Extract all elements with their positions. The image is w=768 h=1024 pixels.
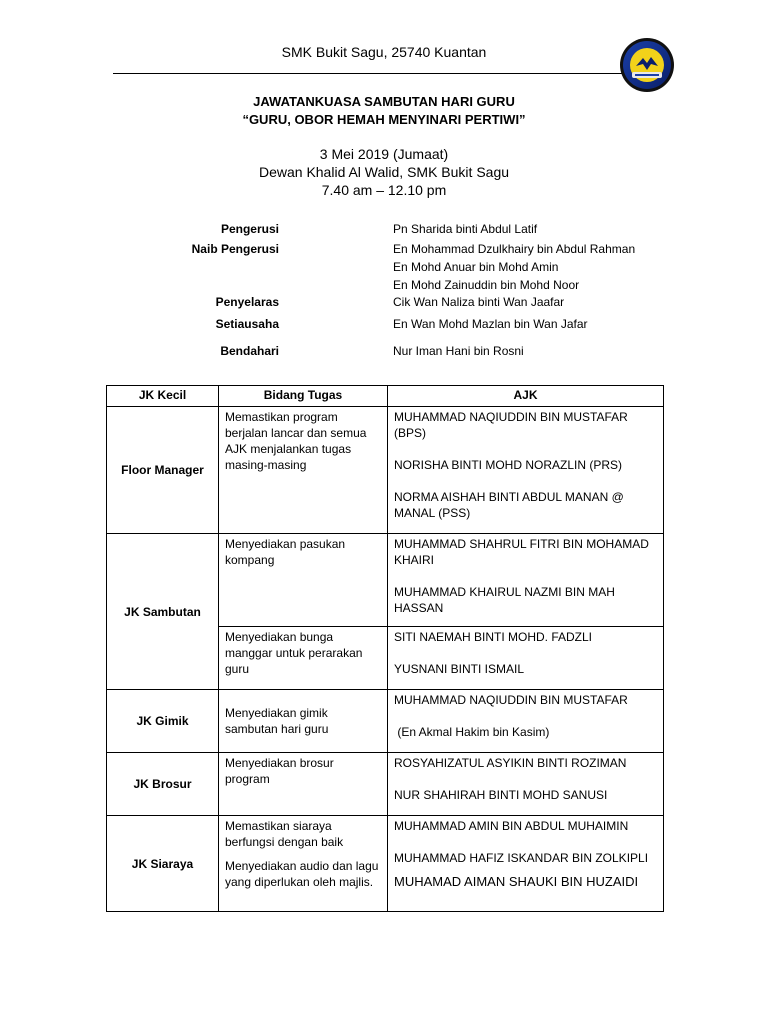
bendahari-label: Bendahari	[220, 344, 279, 358]
ajk-cell	[388, 534, 664, 627]
ajk-name: MUHAMMAD AMIN BIN ABDUL MUHAIMIN	[394, 819, 629, 833]
tugas-cell: Menyediakan bunga manggar untuk perarakan guru	[219, 627, 388, 690]
naib-pengerusi-label: Naib Pengerusi	[191, 242, 279, 256]
penyelaras-name: Cik Wan Naliza binti Wan Jaafar	[393, 295, 565, 309]
ajk-name: MUHAMAD AIMAN SHAUKI BIN HUZAIDI	[394, 874, 639, 889]
pengerusi-name: Pn Sharida binti Abdul Latif	[393, 222, 538, 236]
ajk-name: SITI NAEMAH BINTI MOHD. FADZLI	[394, 630, 593, 644]
ajk-name: MUHAMMAD KHAIRUL NAZMI BIN MAH HASSAN	[394, 585, 615, 615]
ajk-name: MUHAMMAD HAFIZ ISKANDAR BIN ZOLKIPLI	[394, 851, 649, 865]
column-header: JK Kecil	[107, 386, 219, 407]
tugas-text: Menyediakan gimik sambutan hari guru	[225, 706, 329, 736]
naib-pengerusi-name: En Mohammad Dzulkhairy bin Abdul Rahman	[393, 242, 636, 256]
jk-brosur: JK Brosur	[107, 753, 219, 816]
tugas-text: Menyediakan audio dan lagu yang diperlukan oleh majlis.	[225, 859, 379, 889]
naib-pengerusi-name: En Mohd Anuar bin Mohd Amin	[393, 260, 559, 274]
ajk-cell	[388, 690, 664, 753]
table-row	[107, 816, 664, 912]
table-row	[107, 534, 664, 627]
tugas-cell	[219, 816, 388, 912]
event-venue: Dewan Khalid Al Walid, SMK Bukit Sagu	[258, 164, 510, 180]
ajk-name: NORISHA BINTI MOHD NORAZLIN (PRS)	[394, 458, 623, 472]
committee-table	[106, 385, 664, 912]
column-header: AJK	[388, 386, 664, 407]
ajk-cell	[388, 627, 664, 690]
setiausaha-label: Setiausaha	[215, 317, 279, 331]
ajk-name: ROSYAHIZATUL ASYIKIN BINTI ROZIMAN	[394, 756, 627, 770]
tugas-cell: Menyediakan pasukan kompang	[219, 534, 388, 627]
jk-gimik: JK Gimik	[107, 690, 219, 753]
table-row	[107, 407, 664, 534]
theme-title: “GURU, OBOR HEMAH MENYINARI PERTIWI”	[242, 112, 526, 127]
tugas-cell	[219, 690, 388, 753]
ajk-name: YUSNANI BINTI ISMAIL	[394, 662, 525, 676]
ajk-cell	[388, 816, 664, 912]
naib-pengerusi-name: En Mohd Zainuddin bin Mohd Noor	[393, 278, 580, 292]
table-row	[107, 753, 664, 816]
column-header: Bidang Tugas	[219, 386, 388, 407]
ajk-cell	[388, 753, 664, 816]
event-date: 3 Mei 2019 (Jumaat)	[319, 146, 449, 162]
jk-sambutan: JK Sambutan	[107, 534, 219, 690]
header-divider	[113, 73, 653, 74]
event-time: 7.40 am – 12.10 pm	[321, 182, 447, 198]
jk-floor-manager: Floor Manager	[107, 407, 219, 534]
ajk-cell	[388, 407, 664, 534]
tugas-cell: Memastikan program berjalan lancar dan semua AJK menjalankan tugas masing-masing	[219, 407, 388, 534]
tugas-text: Memastikan siaraya berfungsi dengan baik	[225, 819, 344, 849]
setiausaha-name: En Wan Mohd Mazlan bin Wan Jafar	[393, 317, 588, 331]
ajk-name: NORMA AISHAH BINTI ABDUL MANAN @ MANAL (PSS)	[394, 490, 624, 520]
ajk-name: MUHAMMAD NAQIUDDIN BIN MUSTAFAR (BPS)	[394, 410, 628, 440]
ajk-name: MUHAMMAD SHAHRUL FITRI BIN MOHAMAD KHAIRI	[394, 537, 649, 567]
ajk-name: NUR SHAHIRAH BINTI MOHD SANUSI	[394, 788, 608, 802]
school-address: SMK Bukit Sagu, 25740 Kuantan	[281, 44, 487, 60]
table-header-row	[107, 386, 664, 407]
penyelaras-label: Penyelaras	[215, 295, 279, 309]
tugas-cell: Menyediakan brosur program	[219, 753, 388, 816]
ajk-name: (En Akmal Hakim bin Kasim)	[394, 725, 550, 739]
committee-title: JAWATANKUASA SAMBUTAN HARI GURU	[253, 94, 515, 109]
jk-siaraya: JK Siaraya	[107, 816, 219, 912]
table-row	[107, 690, 664, 753]
ajk-name: MUHAMMAD NAQIUDDIN BIN MUSTAFAR	[394, 693, 628, 707]
bendahari-name: Nur Iman Hani bin Rosni	[393, 344, 524, 358]
pengerusi-label: Pengerusi	[220, 222, 279, 236]
school-logo-icon	[618, 36, 676, 94]
